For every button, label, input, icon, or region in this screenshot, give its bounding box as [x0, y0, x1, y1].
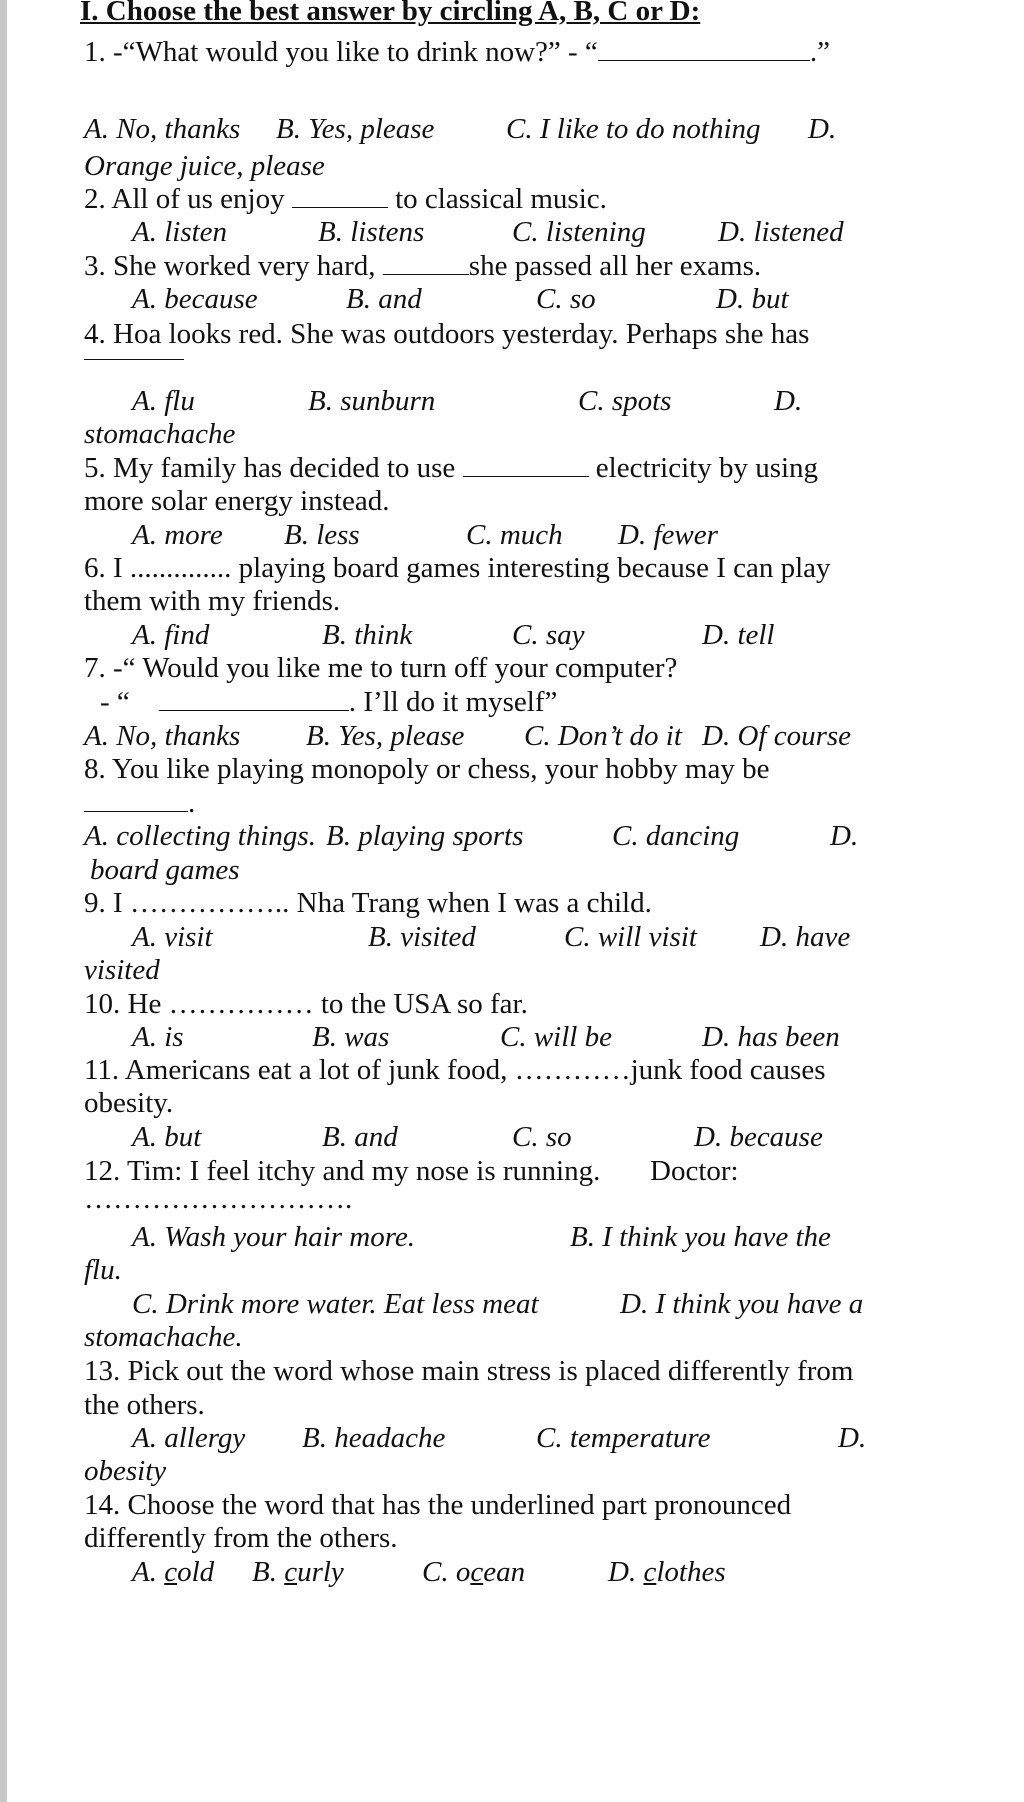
q5-stem: 5. My family has decided to use electricity by using [84, 452, 819, 484]
q3-option-b[interactable]: B. and [346, 283, 422, 315]
q7-option-a[interactable]: A. No, thanks [84, 720, 241, 752]
q7-stem: 7. -“ Would you like me to turn off your computer? [84, 652, 678, 684]
q4-stem: 4. Hoa looks red. She was outdoors yesterday. Perhaps she has [84, 318, 810, 350]
q1-stem: 1. -“What would you like to drink now?” - “ .” [84, 36, 830, 68]
q8-option-d[interactable]: D. [830, 820, 859, 852]
q6-stem-cont: them with my friends. [84, 585, 341, 617]
q11-stem: 11. Americans eat a lot of junk food, …………junk food causes [84, 1054, 826, 1086]
q6-option-b[interactable]: B. think [322, 619, 413, 651]
q2-option-c[interactable]: C. listening [512, 216, 646, 248]
q1-option-b[interactable]: B. Yes, please [276, 113, 435, 145]
q13-option-d-cont: obesity [84, 1455, 167, 1487]
q5-option-a[interactable]: A. more [132, 519, 223, 551]
page-left-edge [0, 0, 7, 1802]
q4-option-d[interactable]: D. [774, 385, 803, 417]
q8-option-c[interactable]: C. dancing [612, 820, 740, 852]
q8-blank [84, 811, 188, 812]
q7-option-d[interactable]: D. Of course [702, 720, 852, 752]
q8-option-b[interactable]: B. playing sports [326, 820, 524, 852]
q1-option-d-cont: Orange juice, please [84, 150, 325, 182]
q9-option-a[interactable]: A. visit [132, 921, 213, 953]
q1-option-d[interactable]: D. [808, 113, 837, 145]
q5-option-d[interactable]: D. fewer [618, 519, 718, 551]
q2-option-b[interactable]: B. listens [318, 216, 425, 248]
q14-option-a[interactable]: A. cold [132, 1556, 215, 1588]
q8-option-a[interactable]: A. collecting things. [84, 820, 316, 852]
q12-option-c[interactable]: C. Drink more water. Eat less meat [132, 1288, 539, 1320]
q8-blank-line: . [84, 784, 195, 822]
q4-option-d-cont: stomachache [84, 418, 236, 450]
q2-option-d[interactable]: D. listened [718, 216, 844, 248]
q12-doctor-label: Doctor: [650, 1155, 739, 1187]
q6-option-c[interactable]: C. say [512, 619, 585, 651]
q13-option-c[interactable]: C. temperature [536, 1422, 711, 1454]
q5-blank [463, 476, 589, 477]
q6-option-a[interactable]: A. find [132, 619, 210, 651]
q1-option-c[interactable]: C. I like to do nothing [506, 113, 761, 145]
q14-stem: 14. Choose the word that has the underlined part pronounced [84, 1489, 792, 1521]
q10-option-a[interactable]: A. is [132, 1021, 184, 1053]
q10-option-c[interactable]: C. will be [500, 1021, 612, 1053]
q12-option-b-cont: flu. [84, 1254, 122, 1286]
q14-option-b[interactable]: B. curly [252, 1556, 344, 1588]
q12-stem: 12. Tim: I feel itchy and my nose is running. [84, 1155, 601, 1187]
q3-option-a[interactable]: A. because [132, 283, 258, 315]
q10-stem: 10. He …………… to the USA so far. [84, 988, 528, 1020]
q2-option-a[interactable]: A. listen [132, 216, 228, 248]
q13-option-d[interactable]: D. [838, 1422, 867, 1454]
q7-blank [159, 710, 349, 711]
q11-option-a[interactable]: A. but [132, 1121, 202, 1153]
q3-option-d[interactable]: D. but [716, 283, 789, 315]
q2-blank [292, 207, 388, 208]
q11-option-d[interactable]: D. because [694, 1121, 823, 1153]
q4-option-b[interactable]: B. sunburn [308, 385, 436, 417]
q13-stem: 13. Pick out the word whose main stress is placed differently from [84, 1355, 854, 1387]
q11-option-b[interactable]: B. and [322, 1121, 398, 1153]
q1-option-a[interactable]: A. No, thanks [84, 113, 241, 145]
q7-stem-cont: - “ . I’ll do it myself” [100, 686, 558, 718]
q9-option-d-cont: visited [84, 954, 160, 986]
q8-stem: 8. You like playing monopoly or chess, your hobby may be [84, 753, 770, 785]
q9-option-d[interactable]: D. have [760, 921, 851, 953]
q6-stem: 6. I .............. playing board games interesting because I can play [84, 552, 831, 584]
q5-stem-cont: more solar energy instead. [84, 485, 390, 517]
q1-blank [598, 60, 810, 61]
q14-stem-cont: differently from the others. [84, 1522, 398, 1554]
q9-stem: 9. I …………….. Nha Trang when I was a child. [84, 887, 652, 919]
q10-option-d[interactable]: D. has been [702, 1021, 840, 1053]
q8-option-d-cont: board games [90, 854, 240, 886]
q13-option-a[interactable]: A. allergy [132, 1422, 246, 1454]
q11-option-c[interactable]: C. so [512, 1121, 572, 1153]
q5-option-b[interactable]: B. less [284, 519, 360, 551]
q4-option-c[interactable]: C. spots [578, 385, 672, 417]
q9-option-b[interactable]: B. visited [368, 921, 476, 953]
q4-option-a[interactable]: A. flu [132, 385, 195, 417]
q14-option-c[interactable]: C. ocean [422, 1556, 526, 1588]
q3-option-c[interactable]: C. so [536, 283, 596, 315]
q5-option-c[interactable]: C. much [466, 519, 563, 551]
q4-blank [84, 359, 184, 360]
q7-option-b[interactable]: B. Yes, please [306, 720, 465, 752]
q12-option-b[interactable]: B. I think you have the [570, 1221, 831, 1253]
q13-stem-cont: the others. [84, 1389, 205, 1421]
q12-dots: ………………………. [84, 1183, 353, 1215]
q12-option-d[interactable]: D. I think you have a [620, 1288, 864, 1320]
q6-option-d[interactable]: D. tell [702, 619, 775, 651]
q14-option-d[interactable]: D. clothes [608, 1556, 726, 1588]
q2-stem: 2. All of us enjoy to classical music. [84, 183, 607, 215]
q3-stem: 3. She worked very hard, she passed all her exams. [84, 250, 762, 282]
q13-option-b[interactable]: B. headache [302, 1422, 446, 1454]
q12-option-a[interactable]: A. Wash your hair more. [132, 1221, 416, 1253]
q7-option-c[interactable]: C. Don’t do it [524, 720, 682, 752]
q3-blank [383, 274, 469, 275]
q11-stem-cont: obesity. [84, 1087, 174, 1119]
section-heading: I. Choose the best answer by circling A, B, C or D: [80, 0, 701, 27]
q12-option-d-cont: stomachache. [84, 1321, 243, 1353]
q9-option-c[interactable]: C. will visit [564, 921, 697, 953]
q10-option-b[interactable]: B. was [312, 1021, 390, 1053]
